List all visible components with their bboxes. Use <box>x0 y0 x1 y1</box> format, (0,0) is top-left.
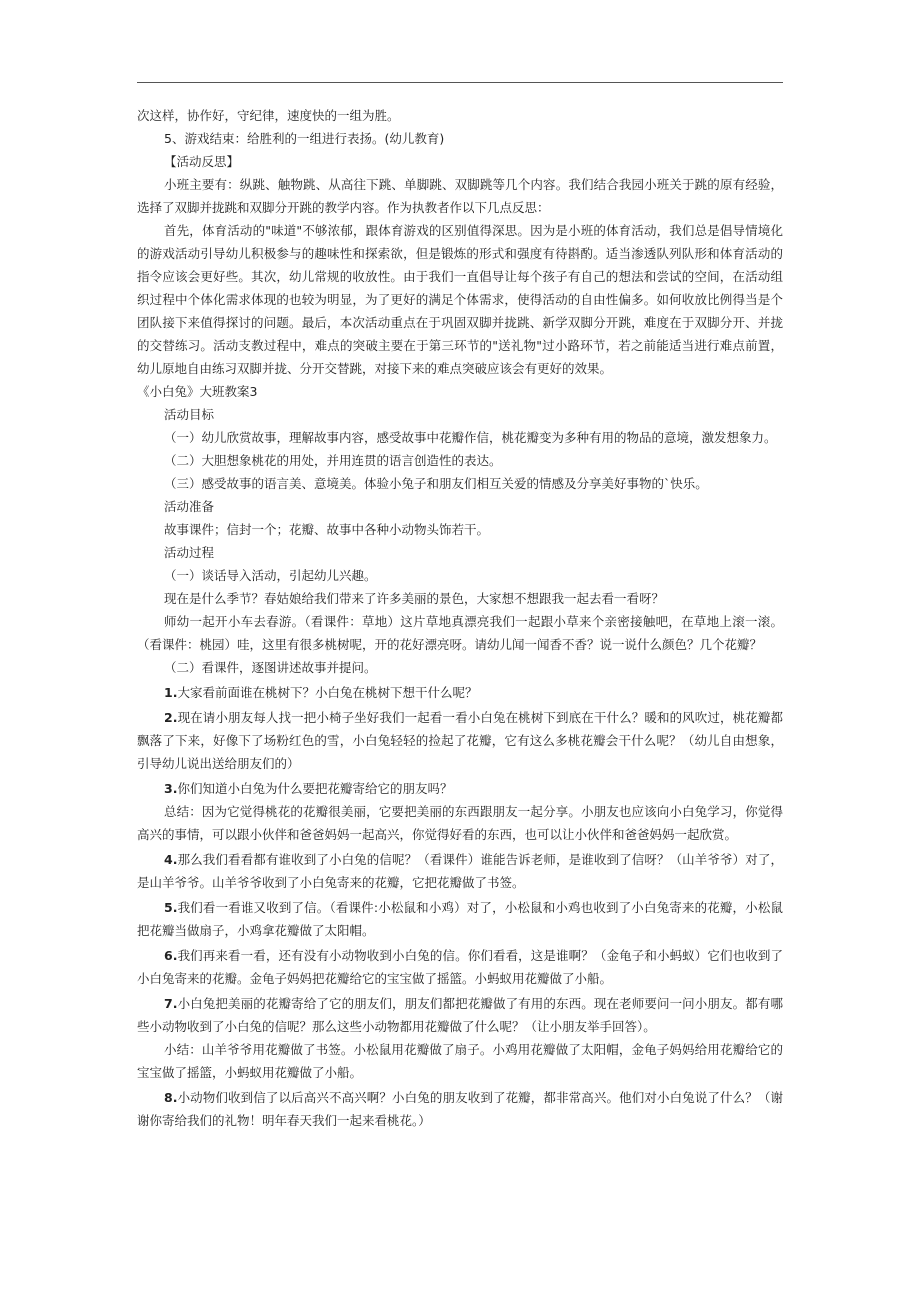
paragraph <box>137 1038 783 1084</box>
item-number: 5. <box>164 900 178 915</box>
paragraph-text: 故事课件；信封一个；花瓣、故事中各种小动物头饰若干。 <box>164 522 490 537</box>
paragraph-text: 你们知道小白兔为什么要把花瓣寄给它的朋友吗？ <box>177 781 453 796</box>
paragraph <box>137 380 783 403</box>
paragraph <box>137 104 783 127</box>
item-number: 8. <box>164 1090 178 1105</box>
paragraph <box>137 610 783 656</box>
paragraph <box>137 800 783 846</box>
paragraph <box>137 777 783 800</box>
paragraph <box>137 992 783 1038</box>
paragraph <box>137 656 783 679</box>
paragraph <box>137 681 783 704</box>
paragraph <box>137 219 783 380</box>
paragraph-text: 《小白兔》大班教案3 <box>137 384 258 399</box>
paragraph-text: 活动准备 <box>164 499 215 514</box>
paragraph <box>137 587 783 610</box>
paragraph-text: 小动物们收到信了以后高兴不高兴啊？小白兔的朋友收到了花瓣，都非常高兴。他们对小白兔说了什么？（谢谢你寄给我们的礼物！明年春天我们一起来看桃花。） <box>137 1090 783 1128</box>
paragraph <box>137 495 783 518</box>
paragraph <box>137 564 783 587</box>
paragraph <box>137 706 783 775</box>
paragraph <box>137 541 783 564</box>
paragraph-text: 现在是什么季节？春姑娘给我们带来了许多美丽的景色，大家想不想跟我一起去看一看呀？ <box>164 591 665 606</box>
paragraph-text: （三）感受故事的语言美、意境美。体验小兔子和朋友们相互关爱的情感及分享美好事物的`快乐。 <box>164 476 708 491</box>
paragraph <box>137 150 783 173</box>
paragraph <box>137 944 783 990</box>
paragraph <box>137 403 783 426</box>
item-number: 2. <box>164 710 178 725</box>
paragraph <box>137 848 783 894</box>
item-number: 1. <box>164 685 178 700</box>
paragraph-text: （二）大胆想象桃花的用处，并用连贯的语言创造性的表达。 <box>164 453 502 468</box>
item-number: 7. <box>164 996 178 1011</box>
paragraph <box>137 1086 783 1132</box>
paragraph-text: （一）幼儿欣赏故事，理解故事内容，感受故事中花瓣作信，桃花瓣变为多种有用的物品的意境，激发想象力。 <box>164 430 777 445</box>
paragraph-text: 我们看一看谁又收到了信。（看课件:小松鼠和小鸡）对了，小松鼠和小鸡也收到了小白兔寄来的花瓣，小松鼠把花瓣当做扇子，小鸡拿花瓣做了太阳帽。 <box>137 900 783 938</box>
paragraph-text: 活动目标 <box>164 407 215 422</box>
paragraph <box>137 127 783 150</box>
paragraph-text: 总结：因为它觉得桃花的花瓣很美丽，它要把美丽的东西跟朋友一起分享。小朋友也应该向小白兔学习，你觉得高兴的事情，可以跟小伙伴和爸爸妈妈一起高兴，你觉得好看的东西，也可以让小伙伴和爸爸妈妈一起欣赏。 <box>137 804 783 842</box>
paragraph-text: 首先，体育活动的"味道"不够浓郁，跟体育游戏的区别值得深思。因为是小班的体育活动，我们总是倡导情境化的游戏活动引导幼儿积极参与的趣味性和探索欲，但是锻炼的形式和强度有待斟酌。适当渗透队列队形和体育活动的指令应该会更好些。其次，幼儿常规的收放性。由于我们一直倡导让每个孩子有自己的想法和尝试的空间，在活动组织过程中个体化需求体现的也较为明显，为了更好的满足个体需求，使得活动的自由性偏多。如何收放比例得当是个团队接下来值得探讨的问题。最后，本次活动重点在于巩固双脚并拢跳、新学双脚分开跳，难度在于双脚分开、并拢的交替练习。活动支教过程中，难点的突破主要在于第三环节的"送礼物"过小路环节，若之前能适当进行难点前置，幼儿原地自由练习双脚并拢、分开交替跳，对接下来的难点突破应该会有更好的效果。 <box>137 223 783 376</box>
paragraph-text: 活动过程 <box>164 545 215 560</box>
paragraph <box>137 426 783 449</box>
paragraph <box>137 896 783 942</box>
paragraph-text: （一）谈话导入活动，引起幼儿兴趣。 <box>164 568 377 583</box>
item-number: 4. <box>164 852 178 867</box>
paragraph-text: 大家看前面谁在桃树下？小白兔在桃树下想干什么呢？ <box>177 685 478 700</box>
paragraph <box>137 173 783 219</box>
item-number: 3. <box>164 781 178 796</box>
paragraph-text: 次这样，协作好，守纪律，速度快的一组为胜。 <box>137 108 400 123</box>
paragraph <box>137 518 783 541</box>
paragraph-text: 【活动反思】 <box>164 154 240 169</box>
item-number: 6. <box>164 948 178 963</box>
paragraph-text: 小白兔把美丽的花瓣寄给了它的朋友们，朋友们都把花瓣做了有用的东西。现在老师要问一问小朋友。都有哪些小动物收到了小白兔的信呢？那么这些小动物都用花瓣做了什么呢？（让小朋友举手回答）。 <box>137 996 783 1034</box>
paragraph-text: 小结：山羊爷爷用花瓣做了书签。小松鼠用花瓣做了扇子。小鸡用花瓣做了太阳帽，金龟子妈妈给用花瓣给它的宝宝做了摇篮，小蚂蚁用花瓣做了小船。 <box>137 1042 783 1080</box>
paragraph-text: 现在请小朋友每人找一把小椅子坐好我们一起看一看小白兔在桃树下到底在干什么？暖和的风吹过，桃花瓣都飘落了下来，好像下了场粉红色的雪，小白兔轻轻的捡起了花瓣，它有这么多桃花瓣会干什么呢？（幼儿自由想象，引导幼儿说出送给朋友们的） <box>137 710 783 771</box>
paragraph <box>137 472 783 495</box>
header-rule <box>137 82 783 83</box>
paragraph-text: 5、游戏结束：给胜利的一组进行表扬。(幼儿教育) <box>164 131 445 146</box>
paragraph-text: （二）看课件，逐图讲述故事并提问。 <box>164 660 377 675</box>
paragraph <box>137 449 783 472</box>
paragraph-text: 我们再来看一看，还有没有小动物收到小白兔的信。你们看看，这是谁啊？（金龟子和小蚂蚁）它们也收到了小白兔寄来的花瓣。金龟子妈妈把花瓣给它的宝宝做了摇篮。小蚂蚁用花瓣做了小船。 <box>137 948 783 986</box>
paragraph-text: 小班主要有：纵跳、触物跳、从高往下跳、单脚跳、双脚跳等几个内容。我们结合我园小班关于跳的原有经验，选择了双脚并拢跳和双脚分开跳的教学内容。作为执教者作以下几点反思： <box>137 177 783 215</box>
paragraph-text: 那么我们看看都有谁收到了小白兔的信呢？（看课件）谁能告诉老师，是谁收到了信呀？（山羊爷爷）对了，是山羊爷爷。山羊爷爷收到了小白兔寄来的花瓣，它把花瓣做了书签。 <box>137 852 783 890</box>
document-body <box>137 104 783 1132</box>
paragraph-text: 师幼一起开小车去春游。（看课件：草地）这片草地真漂亮我们一起跟小草来个亲密接触吧，在草地上滚一滚。（看课件：桃园）哇，这里有很多桃树呢，开的花好漂亮呀。请幼儿闻一闻香不香？说一说什么颜色？几个花瓣？ <box>137 614 783 652</box>
